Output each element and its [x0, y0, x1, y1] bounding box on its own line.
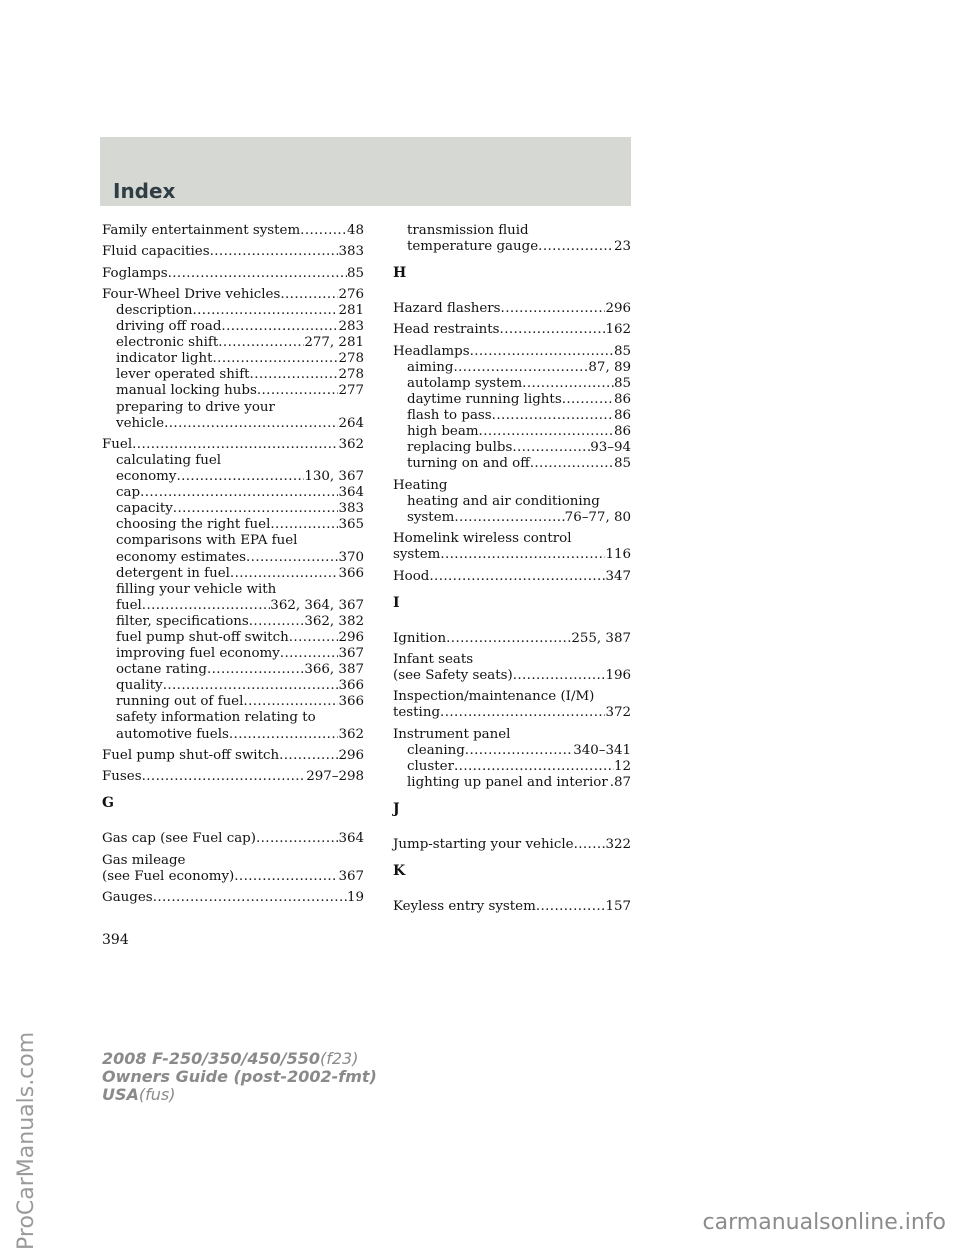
entry-text: Jump-starting your vehicle: [393, 837, 574, 853]
index-entry-line: [393, 727, 631, 743]
entry-page-ref: 162: [605, 322, 631, 338]
entry-page-ref: 296: [605, 301, 631, 317]
entry-page-ref: 365: [338, 517, 364, 533]
index-subentry-line: [393, 360, 631, 376]
entry-text: Keyless entry system: [393, 899, 536, 915]
index-entry: [102, 244, 364, 260]
entry-page-ref: 367: [338, 868, 364, 884]
side-watermark: ProCarManuals.com: [14, 1031, 39, 1250]
index-entry-line: [102, 890, 364, 906]
index-entry-line: [393, 837, 631, 853]
dot-leader: [522, 376, 614, 392]
entry-text: transmission fluid: [407, 223, 529, 238]
entry-text: electronic shift: [116, 335, 219, 351]
footer-model-code: (f23): [320, 1049, 359, 1068]
index-subentry-line: [393, 775, 631, 791]
dot-leader: [279, 748, 338, 764]
index-subentry-line: [393, 376, 631, 392]
entry-page-ref: 277: [338, 383, 364, 399]
entry-page-ref: 93–94: [590, 440, 631, 456]
index-subentry-line: [393, 223, 631, 239]
entry-page-ref: 366: [338, 694, 364, 710]
index-subentry-line: [102, 710, 364, 726]
index-entry: [102, 748, 364, 764]
dot-leader: [218, 335, 304, 351]
index-subentry-line: [102, 351, 364, 367]
dot-leader: [132, 437, 338, 453]
index-subentry-line: [393, 392, 631, 408]
dot-leader: [176, 469, 304, 485]
entry-page-ref: 364: [338, 831, 364, 847]
dot-leader: [221, 319, 338, 335]
index-subentry-line: [102, 598, 364, 614]
entry-page-ref: 364: [338, 485, 364, 501]
index-column-left: [102, 223, 364, 911]
entry-text: autolamp system: [407, 375, 523, 391]
entry-text: preparing to drive your: [116, 399, 275, 415]
entry-text: Fluid capacities: [102, 244, 210, 260]
index-entry-line: [102, 748, 364, 764]
dot-leader: [465, 743, 573, 759]
index-entry-line: [393, 344, 631, 360]
dot-leader: [256, 831, 338, 847]
footer-line-guide: [102, 1068, 377, 1086]
index-subentry-line: [102, 646, 364, 662]
index-entry: [102, 890, 364, 906]
entry-text: Homelink wireless control: [393, 531, 572, 547]
index-entry-line: [393, 547, 631, 563]
entry-page-ref: 157: [605, 899, 631, 915]
index-subentry-line: [102, 550, 364, 566]
entry-page-ref: 347: [605, 568, 631, 584]
index-entry-line: [393, 652, 631, 668]
index-entry: [393, 837, 631, 853]
index-entry-line: [102, 266, 364, 282]
index-entry: [102, 769, 364, 785]
entry-text: aiming: [407, 359, 454, 375]
footer-model: 2008 F-250/350/450/550: [102, 1049, 320, 1068]
entry-page-ref: 48: [346, 223, 364, 238]
index-entry-line: [102, 244, 364, 260]
entry-text: lighting up panel and interior: [407, 774, 608, 790]
entry-text: Heating: [393, 477, 448, 493]
index-entry-line: [102, 853, 364, 869]
index-entry-line: [393, 705, 631, 721]
dot-leader: [454, 510, 564, 526]
index-subentry-line: [102, 453, 364, 469]
index-entry-line: [102, 287, 364, 303]
section-letter: I: [393, 594, 400, 611]
entry-text: daytime running lights: [407, 392, 562, 408]
index-entry-line: [393, 631, 631, 647]
entry-text: replacing bulbs: [407, 440, 513, 456]
index-entry-line: [102, 831, 364, 847]
entry-text: lever operated shift: [116, 367, 250, 383]
index-subentry-line: [102, 501, 364, 517]
entry-page-ref: 19: [346, 889, 364, 905]
index-subentry-line: [102, 319, 364, 335]
entry-page-ref: 383: [338, 244, 364, 260]
entry-page-ref: 366, 387: [304, 662, 364, 678]
entry-text: Gas mileage: [102, 852, 186, 868]
entry-text: (see Safety seats): [393, 668, 513, 683]
entry-text: manual locking hubs: [116, 383, 257, 399]
dot-leader: [249, 614, 305, 630]
entry-page-ref: 283: [338, 319, 364, 335]
entry-page-ref: 255, 387: [571, 630, 631, 646]
index-subentry-line: [393, 440, 631, 456]
entry-page-ref: 12: [613, 758, 631, 774]
entry-text: cap: [116, 485, 141, 501]
footer-line-model: [102, 1050, 377, 1068]
dot-leader: [440, 547, 605, 563]
index-entry: [102, 266, 364, 282]
index-entry-line: [393, 689, 631, 705]
entry-page-ref: 116: [605, 547, 631, 563]
dot-leader: [164, 416, 338, 432]
entry-text: fuel: [116, 597, 142, 613]
index-entry-line: [393, 322, 631, 338]
entry-page-ref: 277, 281: [304, 335, 364, 351]
entry-page-ref: 278: [338, 351, 364, 367]
entry-text: (see Fuel economy): [102, 868, 235, 884]
page-title: Index: [113, 179, 176, 203]
dot-leader: [213, 351, 339, 367]
index-subentry-line: [102, 662, 364, 678]
entry-page-ref: 296: [338, 747, 364, 763]
dot-leader: [140, 485, 338, 501]
entry-page-ref: 362, 382: [304, 613, 364, 629]
index-subentry-line: [102, 582, 364, 598]
index-entry: [393, 569, 631, 585]
dot-leader: [454, 759, 614, 775]
entry-page-ref: 362, 364, 367: [270, 597, 364, 613]
dot-leader: [574, 837, 606, 853]
entry-text: Fuses: [102, 769, 142, 785]
index-entry-line: [102, 769, 364, 785]
dot-leader: [479, 424, 614, 440]
footer-guide-title: Owners Guide (post-2002-fmt): [102, 1067, 377, 1086]
dot-leader: [562, 392, 614, 408]
dot-leader: [536, 899, 606, 915]
entry-text: Hood: [393, 568, 430, 584]
entry-text: running out of fuel: [116, 694, 244, 710]
index-subentry-line: [393, 456, 631, 472]
entry-page-ref: 85: [613, 375, 631, 391]
dot-leader: [513, 668, 606, 684]
dot-leader: [501, 301, 606, 317]
index-subentry-line: [102, 335, 364, 351]
index-entry: [393, 727, 631, 791]
footer-line-market: [102, 1086, 377, 1104]
index-entry: [102, 287, 364, 432]
index-entry-line: [393, 569, 631, 585]
entry-text: indicator light: [116, 351, 213, 367]
dot-leader: [234, 869, 338, 885]
dot-leader: [492, 408, 614, 424]
dot-leader: [153, 890, 347, 906]
index-entry: [393, 322, 631, 338]
header-band: [100, 137, 631, 206]
dot-leader: [280, 646, 339, 662]
entry-text: filling your vehicle with: [116, 581, 277, 597]
dot-leader: [538, 239, 614, 255]
dot-leader: [207, 662, 304, 678]
dot-leader: [230, 566, 339, 582]
entry-text: quality: [116, 678, 163, 694]
dot-leader: [142, 598, 271, 614]
entry-text: economy: [116, 469, 177, 485]
dot-leader: [210, 244, 339, 260]
entry-text: Hazard flashers: [393, 301, 501, 317]
entry-page-ref: 366: [338, 565, 364, 581]
entry-page-ref: 76–77, 80: [564, 509, 631, 525]
index-entry-line: [102, 223, 364, 239]
dot-leader: [470, 344, 614, 360]
dot-leader: [429, 569, 605, 585]
entry-page-ref: .87: [609, 774, 631, 790]
index-subentry-line: [102, 566, 364, 582]
index-subentry-line: [102, 517, 364, 533]
dot-leader: [270, 517, 338, 533]
entry-text: description: [116, 302, 193, 318]
dot-leader: [168, 266, 347, 282]
dot-leader: [163, 678, 339, 694]
entry-text: system: [393, 547, 441, 563]
section-letter: H: [393, 265, 407, 282]
index-subentry-line: [102, 469, 364, 485]
entry-text: cleaning: [407, 742, 465, 758]
index-subentry-line: [102, 383, 364, 399]
entry-text: heating and air conditioning: [407, 493, 600, 509]
index-entry: [393, 344, 631, 473]
entry-page-ref: 383: [338, 501, 364, 517]
dot-leader: [243, 694, 338, 710]
dot-leader: [142, 769, 307, 785]
entry-text: Four-Wheel Drive vehicles: [102, 286, 281, 302]
page-number: 394: [102, 932, 129, 948]
index-subentry-line: [102, 485, 364, 501]
entry-text: filter, specifications: [116, 613, 249, 629]
index-subentry-line: [102, 416, 364, 432]
index-subentry-line: [102, 678, 364, 694]
entry-page-ref: 372: [605, 705, 631, 721]
dot-leader: [440, 705, 605, 721]
entry-page-ref: 297–298: [306, 769, 364, 785]
entry-page-ref: 87, 89: [588, 359, 631, 375]
entry-text: Fuel: [102, 436, 133, 452]
entry-text: Gauges: [102, 889, 153, 905]
entry-page-ref: 264: [338, 415, 364, 431]
dot-leader: [250, 367, 339, 383]
index-entry: [102, 831, 364, 847]
entry-page-ref: 281: [338, 302, 364, 318]
entry-text: choosing the right fuel: [116, 517, 271, 533]
entry-text: Foglamps: [102, 265, 168, 281]
index-entry: [393, 899, 631, 915]
entry-page-ref: 276: [338, 286, 364, 302]
index-entry: [102, 223, 364, 239]
entry-text: economy estimates: [116, 549, 247, 565]
entry-page-ref: 362: [338, 726, 364, 742]
entry-text: octane rating: [116, 662, 207, 678]
document-footer: [102, 1050, 377, 1104]
index-entry: [393, 301, 631, 317]
dot-leader: [280, 287, 338, 303]
entry-text: Head restraints: [393, 322, 500, 338]
entry-page-ref: 85: [346, 265, 364, 281]
entry-text: Headlamps: [393, 343, 470, 359]
index-entry: [393, 631, 631, 647]
index-entry: [102, 853, 364, 885]
index-column-right: [393, 223, 631, 920]
entry-text: fuel pump shut-off switch: [116, 630, 289, 645]
index-entry-line: [393, 531, 631, 547]
entry-text: Instrument panel: [393, 726, 511, 742]
index-subentry-line: [393, 510, 631, 526]
entry-text: detergent in fuel: [116, 565, 230, 581]
entry-text: Infant seats: [393, 651, 474, 667]
dot-leader: [300, 223, 347, 239]
footer-market-code: (fus): [138, 1085, 176, 1104]
index-entry: [393, 652, 631, 684]
entry-text: Fuel pump shut-off switch: [102, 747, 280, 763]
index-subentry-line: [102, 533, 364, 549]
dot-leader: [192, 303, 338, 319]
entry-text: Family entertainment system: [102, 223, 301, 238]
entry-page-ref: 23: [613, 239, 631, 255]
entry-text: Gas cap (see Fuel cap): [102, 831, 256, 847]
index-subentry-line: [393, 494, 631, 510]
index-subentry-line: [102, 367, 364, 383]
entry-text: Ignition: [393, 630, 447, 646]
entry-text: Inspection/maintenance (I/M): [393, 689, 595, 705]
footer-market: USA: [102, 1085, 139, 1104]
index-entry-line: [102, 869, 364, 885]
dot-leader: [229, 727, 339, 743]
index-entry-line: [393, 478, 631, 494]
entry-text: turning on and off: [407, 456, 530, 472]
entry-text: capacity: [116, 501, 173, 517]
dot-leader: [530, 456, 614, 472]
dot-leader: [453, 360, 588, 376]
entry-text: safety information relating to: [116, 710, 316, 726]
index-subentry-line: [393, 239, 631, 255]
entry-text: high beam: [407, 424, 479, 440]
index-entry-line: [393, 668, 631, 684]
entry-page-ref: 196: [605, 668, 631, 683]
entry-page-ref: 86: [613, 408, 631, 424]
entry-page-ref: 85: [613, 456, 631, 472]
index-entry: [393, 531, 631, 563]
entry-text: vehicle: [116, 415, 165, 431]
index-subentry-line: [102, 614, 364, 630]
dot-leader: [500, 322, 606, 338]
index-entry-line: [393, 899, 631, 915]
index-entry-line: [102, 437, 364, 453]
index-entry: [393, 689, 631, 721]
bottom-watermark: carmanualsonline.info: [702, 1210, 946, 1235]
section-letter: K: [393, 863, 406, 880]
entry-page-ref: 85: [613, 343, 631, 359]
entry-page-ref: 278: [338, 367, 364, 383]
entry-page-ref: 362: [338, 436, 364, 452]
index-entry: [102, 437, 364, 743]
index-subentry-line: [102, 694, 364, 710]
index-entry-line: [393, 301, 631, 317]
index-subentry-line: [102, 630, 364, 646]
entry-page-ref: 370: [338, 549, 364, 565]
entry-page-ref: 322: [605, 837, 631, 853]
entry-page-ref: 367: [338, 646, 364, 662]
entry-page-ref: 130, 367: [304, 469, 364, 485]
index-entry: [393, 223, 631, 255]
entry-text: temperature gauge: [407, 239, 539, 255]
index-subentry-line: [102, 400, 364, 416]
index-subentry-line: [393, 743, 631, 759]
entry-text: testing: [393, 705, 441, 721]
dot-leader: [246, 550, 338, 566]
entry-page-ref: 340–341: [573, 742, 631, 758]
entry-page-ref: 86: [613, 392, 631, 408]
entry-text: automotive fuels: [116, 726, 229, 742]
entry-text: cluster: [407, 758, 454, 774]
index-subentry-line: [393, 408, 631, 424]
dot-leader: [257, 383, 339, 399]
dot-leader: [512, 440, 590, 456]
dot-leader: [446, 631, 571, 647]
dot-leader: [173, 501, 339, 517]
index-subentry-line: [102, 303, 364, 319]
entry-text: improving fuel economy: [116, 646, 280, 662]
entry-page-ref: 366: [338, 678, 364, 694]
entry-text: calculating fuel: [116, 452, 222, 468]
dot-leader: [289, 630, 339, 646]
index-entry: [393, 478, 631, 526]
entry-text: comparisons with EPA fuel: [116, 533, 298, 549]
entry-text: system: [407, 509, 455, 525]
index-subentry-line: [393, 424, 631, 440]
section-letter: G: [102, 795, 114, 812]
index-subentry-line: [393, 759, 631, 775]
entry-text: driving off road: [116, 319, 222, 335]
index-subentry-line: [102, 727, 364, 743]
entry-page-ref: 296: [338, 630, 364, 645]
section-letter: J: [393, 801, 400, 818]
entry-page-ref: 86: [613, 424, 631, 440]
entry-text: flash to pass: [407, 408, 492, 424]
